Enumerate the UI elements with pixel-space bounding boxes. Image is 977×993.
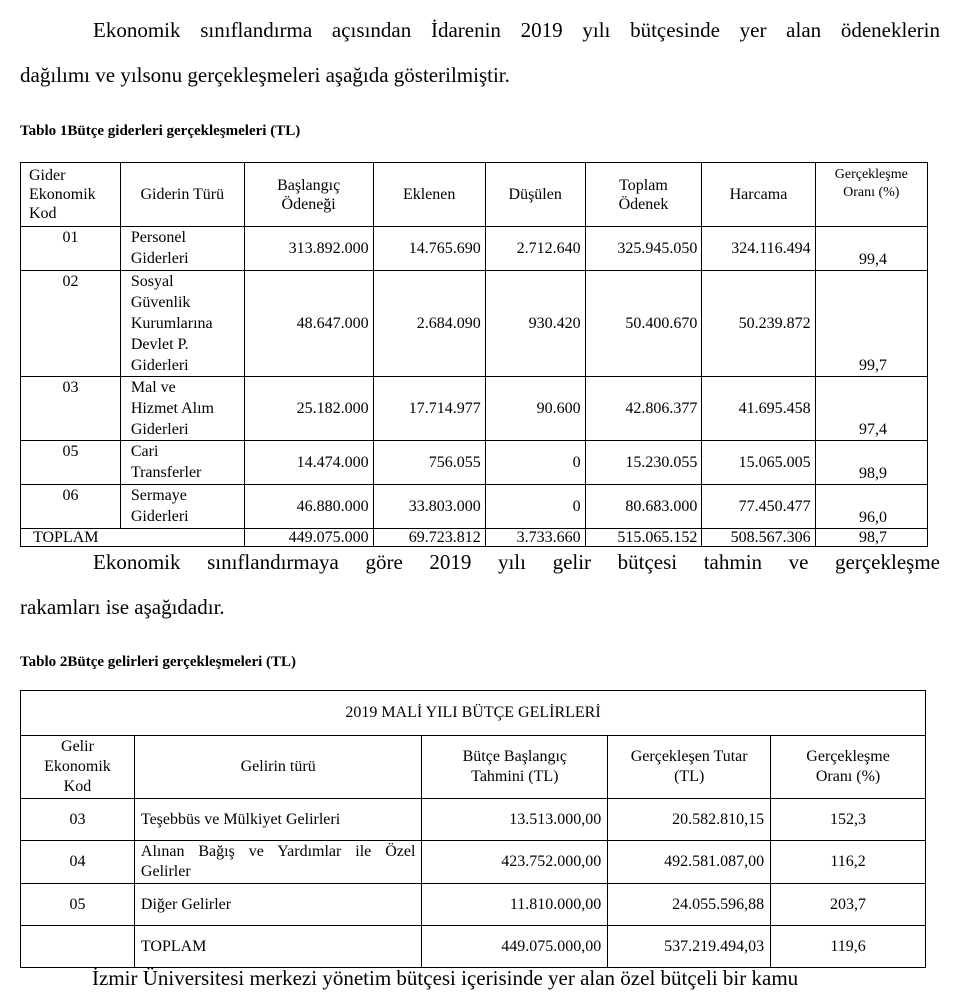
table-row xyxy=(21,227,928,271)
middle-line-2: rakamları ise aşağıdadır. xyxy=(20,595,225,619)
row-tahmin: 11.810.000,00 xyxy=(422,884,608,926)
row-dusulen: 0 xyxy=(485,485,585,529)
table1-header-row xyxy=(21,163,928,227)
row-kod: 03 xyxy=(21,377,121,441)
header-kod: Gelir Ekonomik Kod xyxy=(21,736,135,799)
total-kod-empty xyxy=(21,926,135,968)
row-name: Diğer Gelirler xyxy=(134,884,422,926)
row-tahmin: 13.513.000,00 xyxy=(422,799,608,841)
total-harcama: 508.567.306 xyxy=(702,529,815,547)
intro-line-2: dağılımı ve yılsonu gerçekleşmeleri aşağıda gösterilmiştir. xyxy=(20,63,510,87)
header-tur: Gelirin türü xyxy=(134,736,422,799)
row-baslangic: 25.182.000 xyxy=(244,377,373,441)
total-label: TOPLAM xyxy=(134,926,422,968)
row-toplam: 15.230.055 xyxy=(585,441,702,485)
row-harcama: 50.239.872 xyxy=(702,271,815,377)
table-row xyxy=(21,441,928,485)
row-kod: 06 xyxy=(21,485,121,529)
row-name: Sosyal Güvenlik Kurumlarına Devlet P. Giderleri xyxy=(120,271,244,377)
row-harcama: 41.695.458 xyxy=(702,377,815,441)
total-oran: 98,7 xyxy=(815,529,927,547)
header-tutar: Gerçekleşen Tutar (TL) xyxy=(608,736,771,799)
row-oran: 99,7 xyxy=(815,271,927,377)
row-dusulen: 2.712.640 xyxy=(485,227,585,271)
row-oran: 152,3 xyxy=(771,799,926,841)
row-baslangic: 46.880.000 xyxy=(244,485,373,529)
row-eklenen: 2.684.090 xyxy=(373,271,485,377)
row-toplam: 80.683.000 xyxy=(585,485,702,529)
table-row xyxy=(21,884,926,926)
row-oran: 98,9 xyxy=(815,441,927,485)
row-kod: 04 xyxy=(21,841,135,884)
row-dusulen: 0 xyxy=(485,441,585,485)
header-oran: Gerçekleşme Oranı (%) xyxy=(771,736,926,799)
table-row xyxy=(21,377,928,441)
row-name: Teşebbüs ve Mülkiyet Gelirleri xyxy=(134,799,422,841)
row-tutar: 24.055.596,88 xyxy=(608,884,771,926)
row-eklenen: 33.803.000 xyxy=(373,485,485,529)
header-eklenen: Eklenen xyxy=(373,163,485,227)
header-harcama: Harcama xyxy=(702,163,815,227)
row-oran: 203,7 xyxy=(771,884,926,926)
row-eklenen: 756.055 xyxy=(373,441,485,485)
table2-header-row xyxy=(21,736,926,799)
row-dusulen: 90.600 xyxy=(485,377,585,441)
row-harcama: 77.450.477 xyxy=(702,485,815,529)
table2-caption: Tablo 2Bütçe gelirleri gerçekleşmeleri (TL) xyxy=(20,654,297,670)
row-tahmin: 423.752.000,00 xyxy=(422,841,608,884)
row-toplam: 42.806.377 xyxy=(585,377,702,441)
header-tur: Giderin Türü xyxy=(120,163,244,227)
cut-off-paragraph-line: İzmir Üniversitesi merkezi yönetim bütçesi içerisinde yer alan özel bütçeli bir kamu xyxy=(92,966,799,990)
middle-paragraph xyxy=(20,540,940,630)
row-eklenen: 14.765.690 xyxy=(373,227,485,271)
header-oran: Gerçekleşme Oranı (%) xyxy=(815,163,927,227)
total-tahmin: 449.075.000,00 xyxy=(422,926,608,968)
table-row xyxy=(21,841,926,884)
table2-title-row xyxy=(21,691,926,736)
row-name: Cari Transferler xyxy=(120,441,244,485)
row-name: Mal ve Hizmet Alım Giderleri xyxy=(120,377,244,441)
row-kod: 05 xyxy=(21,884,135,926)
row-oran: 97,4 xyxy=(815,377,927,441)
total-oran: 119,6 xyxy=(771,926,926,968)
row-name: Sermaye Giderleri xyxy=(120,485,244,529)
row-dusulen: 930.420 xyxy=(485,271,585,377)
row-oran: 96,0 xyxy=(815,485,927,529)
row-baslangic: 48.647.000 xyxy=(244,271,373,377)
row-eklenen: 17.714.977 xyxy=(373,377,485,441)
row-toplam: 325.945.050 xyxy=(585,227,702,271)
row-kod: 01 xyxy=(21,227,121,271)
row-tutar: 20.582.810,15 xyxy=(608,799,771,841)
expense-table xyxy=(20,162,928,547)
row-oran: 116,2 xyxy=(771,841,926,884)
header-baslangic: Başlangıç Ödeneği xyxy=(244,163,373,227)
total-tutar: 537.219.494,03 xyxy=(608,926,771,968)
row-kod: 02 xyxy=(21,271,121,377)
header-kod: Gider Ekonomik Kod xyxy=(21,163,121,227)
revenue-table xyxy=(20,690,926,968)
header-tahmin: Bütçe Başlangıç Tahmini (TL) xyxy=(422,736,608,799)
row-baslangic: 14.474.000 xyxy=(244,441,373,485)
row-baslangic: 313.892.000 xyxy=(244,227,373,271)
row-harcama: 324.116.494 xyxy=(702,227,815,271)
row-kod: 03 xyxy=(21,799,135,841)
total-toplam: 515.065.152 xyxy=(585,529,702,547)
header-dusulen: Düşülen xyxy=(485,163,585,227)
row-oran: 99,4 xyxy=(815,227,927,271)
row-kod: 05 xyxy=(21,441,121,485)
middle-line-1: Ekonomik sınıflandırmaya göre 2019 yılı gelir bütçesi tahmin ve gerçekleşme xyxy=(93,550,940,574)
header-toplam: Toplam Ödenek xyxy=(585,163,702,227)
intro-line-1: Ekonomik sınıflandırma açısından İdarenin 2019 yılı bütçesinde yer alan ödeneklerin xyxy=(93,18,940,42)
table1-caption: Tablo 1Bütçe giderleri gerçekleşmeleri (TL) xyxy=(20,123,301,139)
table2-title: 2019 MALİ YILI BÜTÇE GELİRLERİ xyxy=(21,691,926,736)
row-name: Personel Giderleri xyxy=(120,227,244,271)
total-baslangic: 449.075.000 xyxy=(244,529,373,547)
row-tutar: 492.581.087,00 xyxy=(608,841,771,884)
row-harcama: 15.065.005 xyxy=(702,441,815,485)
intro-paragraph xyxy=(20,8,940,98)
total-label: TOPLAM xyxy=(21,529,245,547)
row-name: Alınan Bağış ve Yardımlar ile Özel Gelirler xyxy=(134,841,422,884)
table-row xyxy=(21,271,928,377)
row-toplam: 50.400.670 xyxy=(585,271,702,377)
table-row xyxy=(21,485,928,529)
table2-total-row xyxy=(21,926,926,968)
table-row xyxy=(21,799,926,841)
total-eklenen: 69.723.812 xyxy=(373,529,485,547)
total-dusulen: 3.733.660 xyxy=(485,529,585,547)
